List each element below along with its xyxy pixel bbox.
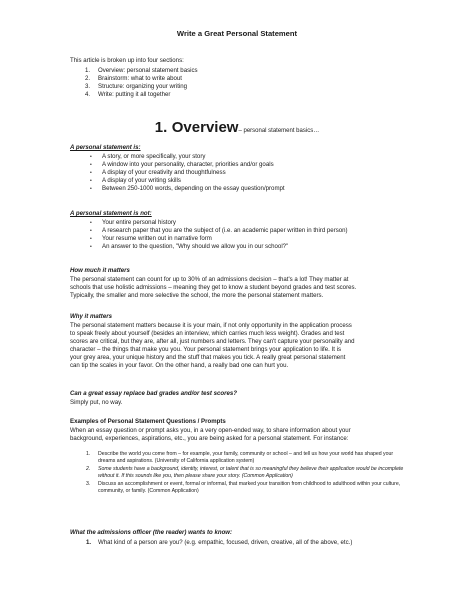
- is-heading: A personal statement is:: [70, 144, 141, 151]
- sections-list: [85, 67, 198, 99]
- how-much-heading: How much it matters: [70, 267, 130, 274]
- why-heading: Why it matters: [70, 313, 112, 320]
- is-list: [90, 153, 285, 193]
- replace-heading: Can a great essay replace bad grades and/or test scores?: [70, 390, 237, 397]
- intro-text: This article is broken up into four sections:: [70, 57, 184, 64]
- examples-paragraph: When an essay question or prompt asks you, in a very open-ended way, to share information about your background, experiences, aspirations, etc., you are being asked for a personal statement. For instance:: [70, 427, 351, 442]
- list-item: • Between 250-1000 words, depending on the essay question/prompt: [90, 185, 285, 192]
- list-item: 4. Write: putting it all together: [85, 91, 171, 98]
- replace-answer: Simply put, no way.: [70, 399, 123, 406]
- list-item: • Your entire personal history: [90, 219, 176, 226]
- list-item: • An answer to the question, "Why should we allow you in our school?": [90, 243, 289, 250]
- list-item: 3. Structure: organizing your writing: [85, 83, 188, 90]
- how-much-paragraph: The personal statement can count for up to 30% of an admissions decision – that's a lot! They matter at schools that use holistic admissions – meaning they get to know a student beyond grades and test scores. Typically, the smaller and more selective the school, the more the personal statement matters.: [70, 276, 357, 299]
- list-item: • A display of your creativity and thoughtfulness: [90, 169, 226, 176]
- section-heading-overview: 1. Overview– personal statement basics…: [154, 119, 320, 136]
- document-title: Write a Great Personal Statement: [176, 29, 298, 38]
- list-item: 1. Describe the world you come from – for example, your family, community or school – and tell us how your world has shaped your dreams and aspirations. (University of California application system): [86, 451, 394, 464]
- list-item: 1. Overview: personal statement basics: [85, 67, 198, 74]
- prompts-list: [86, 451, 406, 496]
- list-item: • Your resume written out in narrative form: [90, 235, 212, 242]
- list-item: 2. Brainstorm: what to write about: [85, 75, 182, 82]
- list-item: • A window into your personality, character, priorities and/or goals: [90, 161, 274, 168]
- is-not-list: [90, 219, 348, 251]
- list-item: • A display of your writing skills: [90, 177, 181, 184]
- list-item: • A story, or more specifically, your story: [90, 153, 206, 160]
- is-not-heading: A personal statement is not:: [70, 210, 152, 217]
- list-item: • A research paper that you are the subject of (i.e. an academic paper written in third person): [90, 227, 348, 234]
- officer-heading: What the admissions officer (the reader) wants to know:: [70, 529, 233, 536]
- why-paragraph: The personal statement matters because it is your main, if not only opportunity in the application process to speak freely about yourself (besides an interview, which carries much less weight). Grades and test scores are critical, but they are, after all, just numbers and letters. They can't capture your personality and character – the things that make you you. Your personal statement brings your application to life. It is your grey area, your unique history and the stuff that makes you tick. A really great personal statement can tip the scales in your favor. On the other hand, a really bad one can hurt you.: [70, 322, 355, 369]
- list-item: 3. Discuss an accomplishment or event, formal or informal, that marked your transition from childhood to adulthood within your culture, community, or family. (Common Application): [86, 481, 401, 494]
- officer-list-item: 1. What kind of a person are you? (e.g. empathic, focused, driven, creative, all of the above, etc.): [86, 539, 353, 546]
- examples-heading: Examples of Personal Statement Questions / Prompts: [70, 418, 226, 425]
- list-item: 2. Some students have a background, identity, interest, or talent that is so meaningful they believe their application would be incomplete without it. If this sounds like you, then please share your story. (Common Application): [86, 466, 404, 479]
